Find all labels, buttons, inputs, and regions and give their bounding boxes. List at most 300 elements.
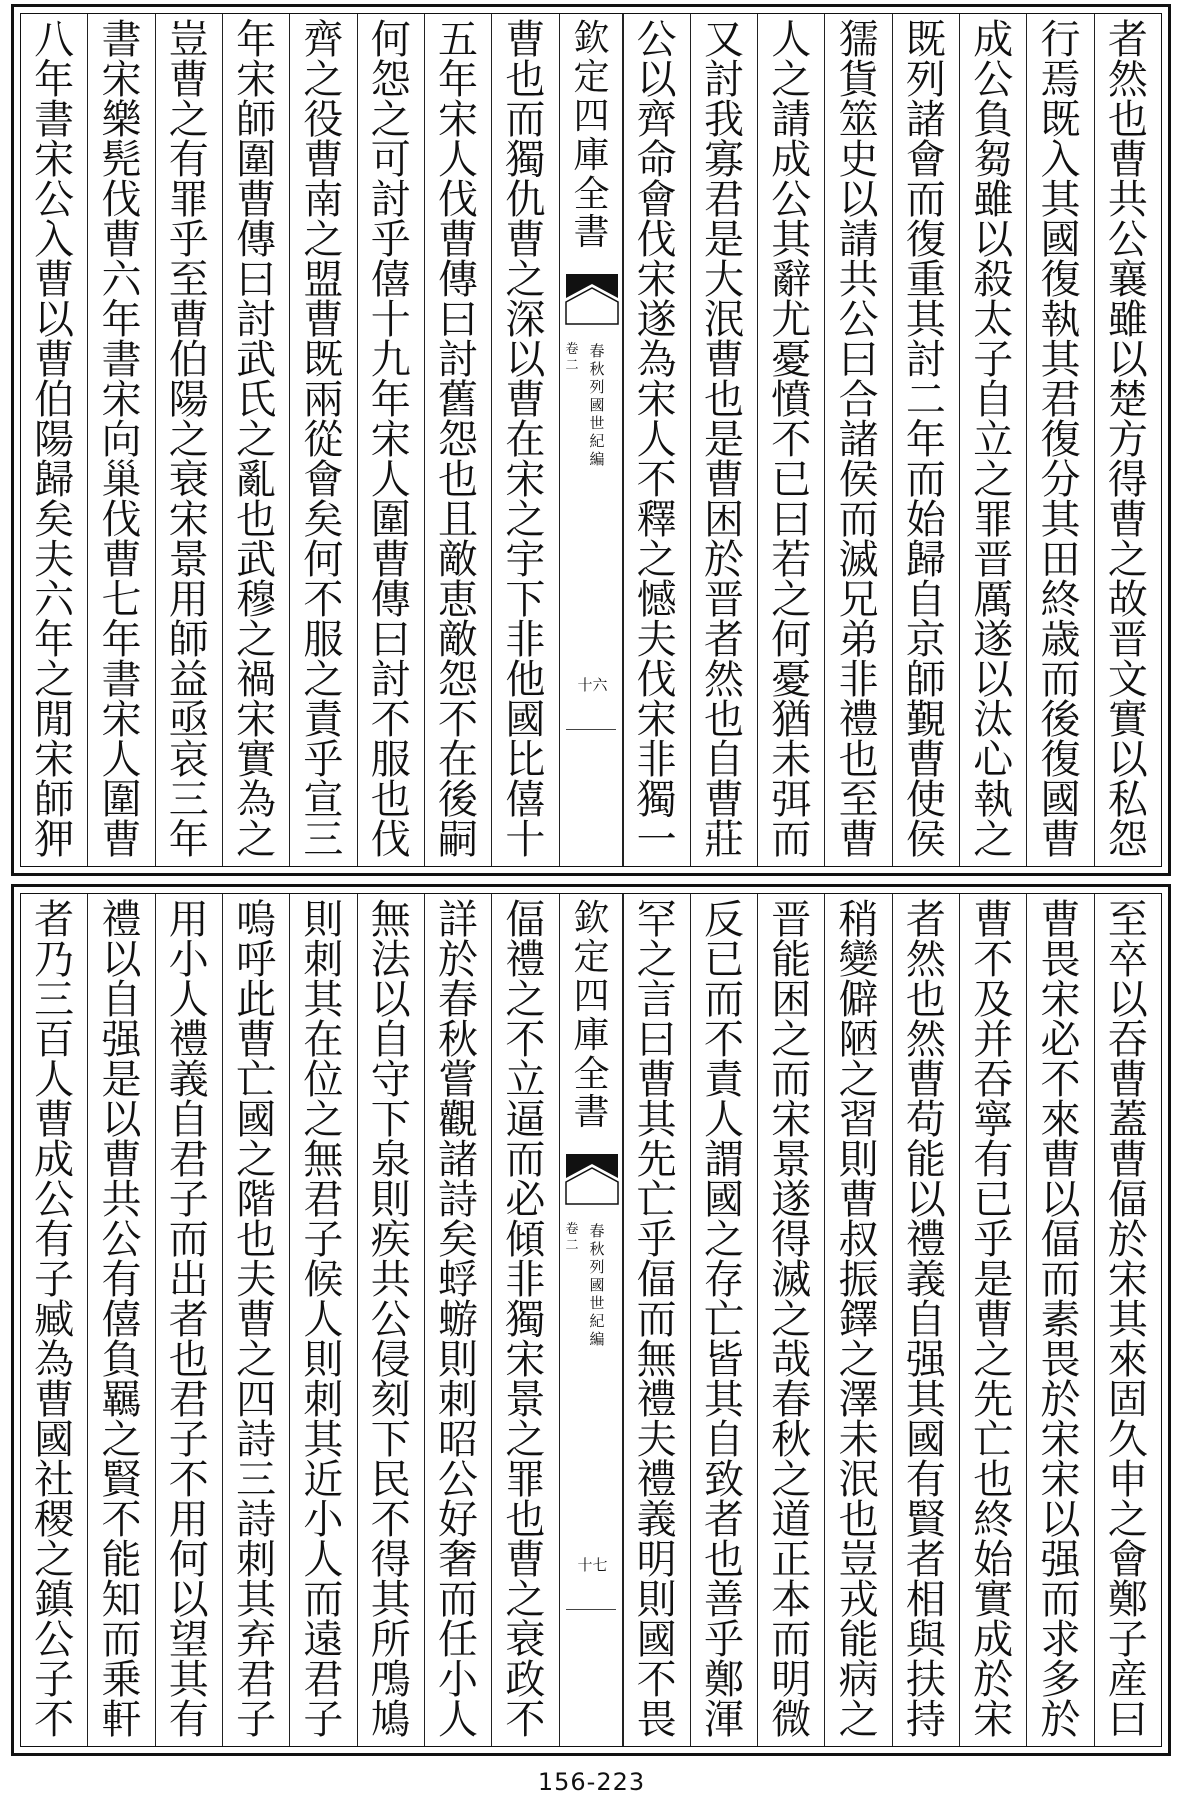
character: 以 (101, 1097, 142, 1143)
character: 非 (636, 737, 677, 783)
character: 共 (101, 1177, 142, 1223)
character: 秋 (438, 1017, 479, 1063)
character: 宋 (101, 377, 142, 423)
character: 年 (168, 817, 209, 863)
character: 景 (771, 1137, 812, 1183)
character: 守 (370, 1057, 411, 1103)
character: 人 (438, 1697, 479, 1743)
character: 曹 (303, 137, 344, 183)
character: 不 (771, 417, 812, 463)
character: 京 (905, 617, 946, 663)
character: 宋 (1107, 1257, 1148, 1303)
character: 刻 (370, 1377, 411, 1423)
character: 好 (438, 1497, 479, 1543)
character: 曹 (703, 457, 744, 503)
top-text-column-9 (491, 14, 558, 866)
character: 禍 (236, 657, 277, 703)
character: 圍 (101, 777, 142, 823)
character: 民 (370, 1457, 411, 1503)
character: 也 (505, 1497, 546, 1543)
character: 亡 (636, 1177, 677, 1223)
character: 産 (1107, 1657, 1148, 1703)
page-number-footer: 156-223 (537, 1768, 646, 1796)
character: 年 (905, 417, 946, 463)
top-page-panel (11, 4, 1171, 876)
character: 詩 (236, 1417, 277, 1463)
character: 亡 (236, 1057, 277, 1103)
character: 楚 (1107, 377, 1148, 423)
character: 年 (34, 57, 75, 103)
character: 素 (1040, 1297, 1081, 1343)
character: 多 (1040, 1657, 1081, 1703)
character: 又 (703, 17, 744, 63)
character: 自 (703, 737, 744, 783)
character: 不 (1040, 1057, 1081, 1103)
character: 宋 (505, 1337, 546, 1383)
character: 曹 (505, 217, 546, 263)
character: 嘗 (438, 1057, 479, 1103)
character: 而 (771, 1617, 812, 1663)
center-spine (559, 14, 623, 866)
character: 泯 (838, 1457, 879, 1503)
bottom-text-column-10 (424, 894, 491, 1746)
character: 曹 (505, 17, 546, 63)
character: 微 (771, 1697, 812, 1743)
character: 曹 (703, 337, 744, 383)
character: 下 (370, 1417, 411, 1463)
character: 人 (771, 17, 812, 63)
character: 明 (771, 1657, 812, 1703)
character: 三 (168, 777, 209, 823)
character: 下 (505, 577, 546, 623)
character: 晋 (771, 897, 812, 943)
character: 矣 (438, 1217, 479, 1263)
bottom-text-column-2 (1026, 894, 1093, 1746)
character: 芻 (973, 137, 1014, 183)
character: 偪 (505, 897, 546, 943)
spine-title: 欽 定 四 庫 全 書 (573, 18, 610, 254)
character: 君 (303, 1177, 344, 1223)
character: 之 (505, 1417, 546, 1463)
character: 賢 (101, 1457, 142, 1503)
character: 曰 (771, 497, 812, 543)
character: 哉 (771, 1337, 812, 1383)
character: 之 (236, 1337, 277, 1383)
character: 之 (303, 1097, 344, 1143)
character: 共 (838, 257, 879, 303)
character: 負 (101, 1337, 142, 1383)
character: 厲 (973, 577, 1014, 623)
character: 復 (905, 217, 946, 263)
bottom-text-column-7 (690, 894, 757, 1746)
character: 年 (438, 57, 479, 103)
character: 而 (771, 817, 812, 863)
character: 國 (34, 1417, 75, 1463)
character: 者 (168, 1297, 209, 1343)
character: 不 (505, 1017, 546, 1063)
spine-divider (566, 1609, 616, 1610)
character: 合 (838, 377, 879, 423)
character: 成 (973, 1617, 1014, 1663)
character: 來 (1040, 1097, 1081, 1143)
character: 不 (168, 1457, 209, 1503)
character: 禮 (838, 697, 879, 743)
character: 閒 (34, 697, 75, 743)
character: 鳩 (370, 1697, 411, 1743)
character: 子 (303, 1697, 344, 1743)
character: 而 (703, 977, 744, 1023)
character: 僖 (101, 1297, 142, 1343)
top-text-column-5 (824, 14, 891, 866)
character: 晋 (703, 577, 744, 623)
character: 致 (703, 1457, 744, 1503)
character: 會 (1107, 1537, 1148, 1583)
character: 有 (101, 1257, 142, 1303)
character: 曰 (236, 257, 277, 303)
character: 宋 (34, 737, 75, 783)
character: 也 (1107, 97, 1148, 143)
character: 罪 (973, 497, 1014, 543)
character: 乎 (303, 737, 344, 783)
character: 以 (1040, 1497, 1081, 1543)
character: 然 (905, 1017, 946, 1063)
character: 卒 (1107, 937, 1148, 983)
character: 禮 (636, 1377, 677, 1423)
character: 殺 (973, 257, 1014, 303)
character: 其 (1107, 1297, 1148, 1343)
character: 則 (370, 1177, 411, 1223)
character: 也 (168, 1337, 209, 1383)
character: 為 (34, 1337, 75, 1383)
character: 弟 (838, 617, 879, 663)
character: 伐 (101, 497, 142, 543)
character: 自 (370, 1017, 411, 1063)
character: 之 (636, 937, 677, 983)
character: 以 (34, 297, 75, 343)
spine-volume: 卷 二 (565, 1222, 579, 1253)
character: 立 (505, 1057, 546, 1103)
character: 君 (236, 1657, 277, 1703)
character: 公 (636, 17, 677, 63)
character: 觀 (438, 1097, 479, 1143)
character: 伯 (168, 337, 209, 383)
character: 此 (236, 977, 277, 1023)
character: 實 (1107, 697, 1148, 743)
character: 夫 (236, 1257, 277, 1303)
character: 曹 (34, 1097, 75, 1143)
character: 若 (771, 537, 812, 583)
character: 明 (636, 1537, 677, 1583)
character: 討 (703, 57, 744, 103)
character: 强 (905, 1337, 946, 1383)
character: 曹 (303, 297, 344, 343)
character: 國 (636, 1617, 677, 1663)
top-text-column-1 (1094, 14, 1161, 866)
character: 私 (1107, 777, 1148, 823)
character: 公 (438, 1457, 479, 1503)
character: 矣 (34, 497, 75, 543)
character: 怨 (438, 657, 479, 703)
character: 不 (101, 1497, 142, 1543)
character: 穆 (236, 577, 277, 623)
character: 候 (303, 1257, 344, 1303)
character: 十 (505, 817, 546, 863)
top-text-frame (20, 13, 1162, 867)
character: 歸 (34, 457, 75, 503)
character: 敵 (438, 617, 479, 663)
character: 討 (905, 337, 946, 383)
character: 蜉 (438, 1257, 479, 1303)
character: 宋 (636, 257, 677, 303)
character: 傳 (438, 257, 479, 303)
character: 以 (838, 177, 879, 223)
character: 小 (303, 1497, 344, 1543)
bottom-text-column-16 (21, 894, 87, 1746)
character: 書 (34, 97, 75, 143)
character: 有 (973, 1137, 1014, 1183)
character: 後 (1040, 697, 1081, 743)
character: 昭 (438, 1417, 479, 1463)
character: 成 (771, 137, 812, 183)
character: 曹 (34, 257, 75, 303)
character: 宋 (101, 697, 142, 743)
character: 罪 (168, 177, 209, 223)
character: 責 (703, 1057, 744, 1103)
character: 不 (703, 1017, 744, 1063)
character: 之 (168, 417, 209, 463)
character: 之 (505, 977, 546, 1023)
character: 而 (905, 177, 946, 223)
character: 罪 (505, 1457, 546, 1503)
spine-book-title: 春 秋 列 國 世 紀 編 (589, 1222, 605, 1348)
character: 無 (636, 1337, 677, 1383)
character: 渾 (703, 1697, 744, 1743)
character: 會 (303, 457, 344, 503)
character: 伐 (370, 817, 411, 863)
character: 而 (505, 97, 546, 143)
character: 豈 (168, 17, 209, 63)
character: 申 (1107, 1457, 1148, 1503)
character: 以 (505, 337, 546, 383)
character: 執 (973, 777, 1014, 823)
character: 曹 (34, 1377, 75, 1423)
character: 兄 (838, 577, 879, 623)
character: 亡 (973, 1417, 1014, 1463)
character: 歸 (905, 537, 946, 583)
character: 一 (636, 817, 677, 863)
character: 者 (1107, 17, 1148, 63)
character: 而 (438, 1577, 479, 1623)
character: 則 (438, 1337, 479, 1383)
character: 不 (370, 697, 411, 743)
character: 憂 (771, 657, 812, 703)
character: 正 (771, 1537, 812, 1583)
character: 憤 (771, 377, 812, 423)
character: 禮 (905, 1217, 946, 1263)
character: 諸 (905, 97, 946, 143)
character: 出 (168, 1257, 209, 1303)
character: 侯 (905, 817, 946, 863)
character: 遂 (771, 1177, 812, 1223)
bottom-text-column-15 (87, 894, 154, 1746)
character: 討 (438, 337, 479, 383)
character: 刺 (236, 1537, 277, 1583)
character: 法 (370, 937, 411, 983)
character: 下 (370, 1097, 411, 1143)
character: 子 (168, 1417, 209, 1463)
character: 用 (168, 1497, 209, 1543)
character: 曹 (1107, 1137, 1148, 1183)
character: 自 (703, 1417, 744, 1463)
character: 既 (1040, 97, 1081, 143)
character: 其 (771, 217, 812, 263)
character: 討 (370, 657, 411, 703)
character: 舊 (438, 377, 479, 423)
character: 也 (905, 977, 946, 1023)
character: 寡 (703, 137, 744, 183)
character: 春 (771, 1377, 812, 1423)
character: 憾 (636, 577, 677, 623)
character: 乎 (168, 217, 209, 263)
character: 比 (505, 737, 546, 783)
character: 則 (303, 1337, 344, 1383)
character: 非 (838, 657, 879, 703)
character: 而 (1040, 1577, 1081, 1623)
character: 宋 (236, 697, 277, 743)
top-text-column-12 (289, 14, 356, 866)
character: 怨 (438, 417, 479, 463)
character: 九 (370, 337, 411, 383)
character: 益 (168, 657, 209, 703)
character: 曰 (636, 1017, 677, 1063)
character: 稷 (34, 1497, 75, 1543)
character: 之 (303, 217, 344, 263)
character: 其 (905, 297, 946, 343)
character: 憂 (771, 337, 812, 383)
character: 久 (1107, 1417, 1148, 1463)
character: 公 (34, 177, 75, 223)
character: 宋 (101, 57, 142, 103)
character: 而 (771, 1057, 812, 1103)
character: 恵 (438, 577, 479, 623)
character: 年 (101, 617, 142, 663)
top-text-column-3 (959, 14, 1026, 866)
character: 子 (34, 1257, 75, 1303)
character: 曹 (1107, 497, 1148, 543)
top-text-column-13 (222, 14, 289, 866)
character: 也 (438, 457, 479, 503)
character: 以 (973, 217, 1014, 263)
character: 禮 (101, 897, 142, 943)
character: 其 (1040, 177, 1081, 223)
character: 曹 (101, 537, 142, 583)
character: 服 (303, 617, 344, 663)
character: 曰 (370, 617, 411, 663)
character: 行 (1040, 17, 1081, 63)
character: 稍 (838, 897, 879, 943)
character: 宋 (505, 457, 546, 503)
character: 僖 (370, 257, 411, 303)
character: 終 (1040, 577, 1081, 623)
character: 子 (973, 337, 1014, 383)
character: 陽 (34, 417, 75, 463)
character: 亟 (168, 697, 209, 743)
character: 曹 (438, 217, 479, 263)
character: 未 (771, 737, 812, 783)
character: 於 (703, 537, 744, 583)
character: 年 (34, 617, 75, 663)
character: 刺 (438, 1377, 479, 1423)
character: 并 (973, 1017, 1014, 1063)
character: 深 (505, 297, 546, 343)
character: 弃 (236, 1617, 277, 1663)
character: 子 (34, 1657, 75, 1703)
spine-divider (566, 729, 616, 730)
character: 扶 (905, 1657, 946, 1703)
character: 人 (703, 1097, 744, 1143)
character: 使 (905, 777, 946, 823)
character: 伐 (101, 177, 142, 223)
character: 之 (370, 97, 411, 143)
character: 請 (771, 97, 812, 143)
character: 從 (303, 417, 344, 463)
character: 貨 (838, 57, 879, 103)
character: 宋 (168, 497, 209, 543)
character: 小 (168, 937, 209, 983)
character: 而 (168, 1217, 209, 1263)
character: 命 (636, 137, 677, 183)
character: 也 (703, 377, 744, 423)
spine-title: 欽 定 四 庫 全 書 (573, 898, 610, 1134)
character: 重 (905, 257, 946, 303)
character: 子 (303, 1217, 344, 1263)
character: 曹 (973, 897, 1014, 943)
character: 宣 (303, 777, 344, 823)
character: 覲 (905, 697, 946, 743)
character: 曹 (236, 177, 277, 223)
bottom-text-column-8 (623, 894, 690, 1746)
character: 年 (370, 377, 411, 423)
character: 曹 (370, 537, 411, 583)
character: 四 (236, 1377, 277, 1423)
character: 心 (973, 737, 1014, 783)
character: 人 (636, 417, 677, 463)
character: 本 (771, 1577, 812, 1623)
character: 成 (973, 17, 1014, 63)
character: 宋 (636, 697, 677, 743)
top-text-column-14 (155, 14, 222, 866)
character: 公 (1107, 217, 1148, 263)
character: 共 (370, 1257, 411, 1303)
character: 年 (236, 17, 277, 63)
character: 病 (838, 1657, 879, 1703)
character: 有 (34, 1217, 75, 1263)
bottom-text-frame (20, 893, 1162, 1747)
character: 入 (34, 217, 75, 263)
character: 夫 (636, 617, 677, 663)
top-text-column-8 (623, 14, 690, 866)
character: 道 (771, 1497, 812, 1543)
character: 然 (905, 937, 946, 983)
character: 至 (1107, 897, 1148, 943)
character: 陽 (168, 377, 209, 423)
character: 至 (838, 777, 879, 823)
character: 敵 (438, 537, 479, 583)
spine-page-number: 十七 (577, 1556, 608, 1574)
bottom-text-column-14 (155, 894, 222, 1746)
character: 禮 (505, 937, 546, 983)
character: 執 (1040, 297, 1081, 343)
